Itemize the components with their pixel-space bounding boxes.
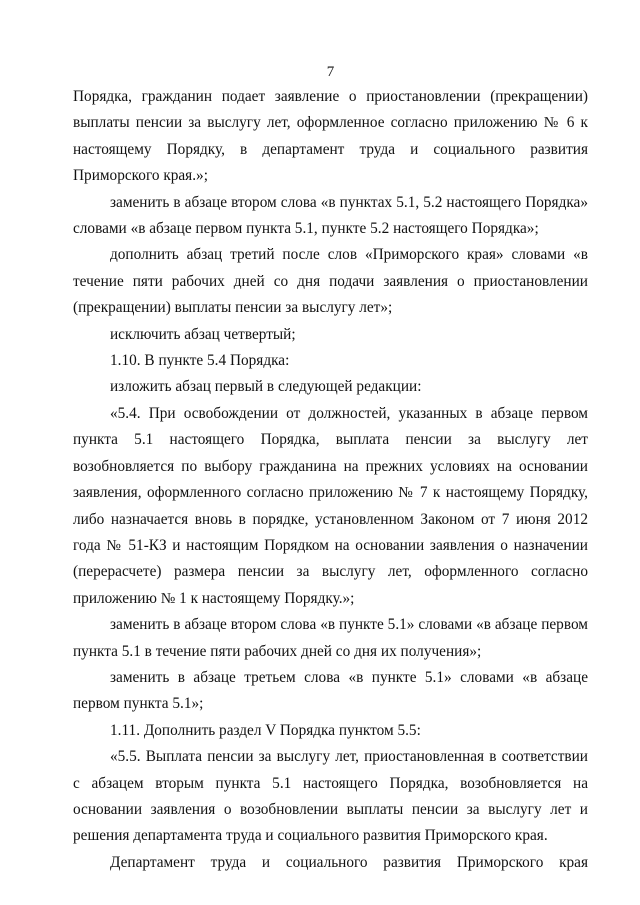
paragraph: «5.5. Выплата пенсии за выслугу лет, приостановленная в соответствии с абзацем вторым пункта 5.1 настоящего Порядка, возобновляется на основании заявления о возобновлении выплаты пенсии за выслугу лет и решения департамента труда и социального развития Приморского края. [73, 748, 588, 845]
paragraph: «5.4. При освобождении от должностей, указанных в абзаце первом пункта 5.1 настоящего Порядка, выплата пенсии за выслугу лет возобновляется по выбору гражданина на прежних условиях на основании заявления, оформленного согласно приложению № 7 к настоящему Порядку, либо назначается вновь в порядке, установленном Законом от 7 июня 2012 года № 51-КЗ и настоящим Порядком на основании заявления о назначении (перерасчете) размера пенсии за выслугу лет, оформленного согласно приложению № 1 к настоящему Порядку.»; [73, 404, 588, 607]
paragraph: 1.10. В пункте 5.4 Порядка: [110, 352, 290, 370]
paragraph: Департамент труда и социального развития Приморского края [110, 853, 588, 871]
paragraph: исключить абзац четвертый; [110, 325, 296, 343]
paragraph: заменить в абзаце втором слова «в пункте 5.1» словами «в абзаце первом пункта 5.1 в течение пяти рабочих дней со дня их получения»; [73, 616, 588, 660]
paragraph: дополнить абзац третий после слов «Приморского края» словами «в течение пяти рабочих дней со дня подачи заявления о приостановлении (прекращении) выплаты пенсии за выслугу лет»; [73, 246, 588, 317]
paragraph: Порядка, гражданин подает заявление о приостановлении (прекращении) выплаты пенсии за выслугу лет, оформленное согласно приложению № 6 к настоящему Порядку, в департамент труда и социального развития Приморского края.»; [73, 88, 588, 185]
page-number: 7 [326, 64, 335, 80]
paragraph: заменить в абзаце втором слова «в пунктах 5.1, 5.2 настоящего Порядка» словами «в абзаце первом пункта 5.1, пункте 5.2 настоящего Порядка»; [73, 193, 588, 238]
paragraph: 1.11. Дополнить раздел V Порядка пунктом 5.5: [110, 721, 421, 739]
paragraph: изложить абзац первый в следующей редакции: [110, 378, 422, 396]
paragraph: заменить в абзаце третьем слова «в пункте 5.1» словами «в абзаце первом пункта 5.1»; [73, 668, 588, 713]
document-body [73, 84, 588, 876]
